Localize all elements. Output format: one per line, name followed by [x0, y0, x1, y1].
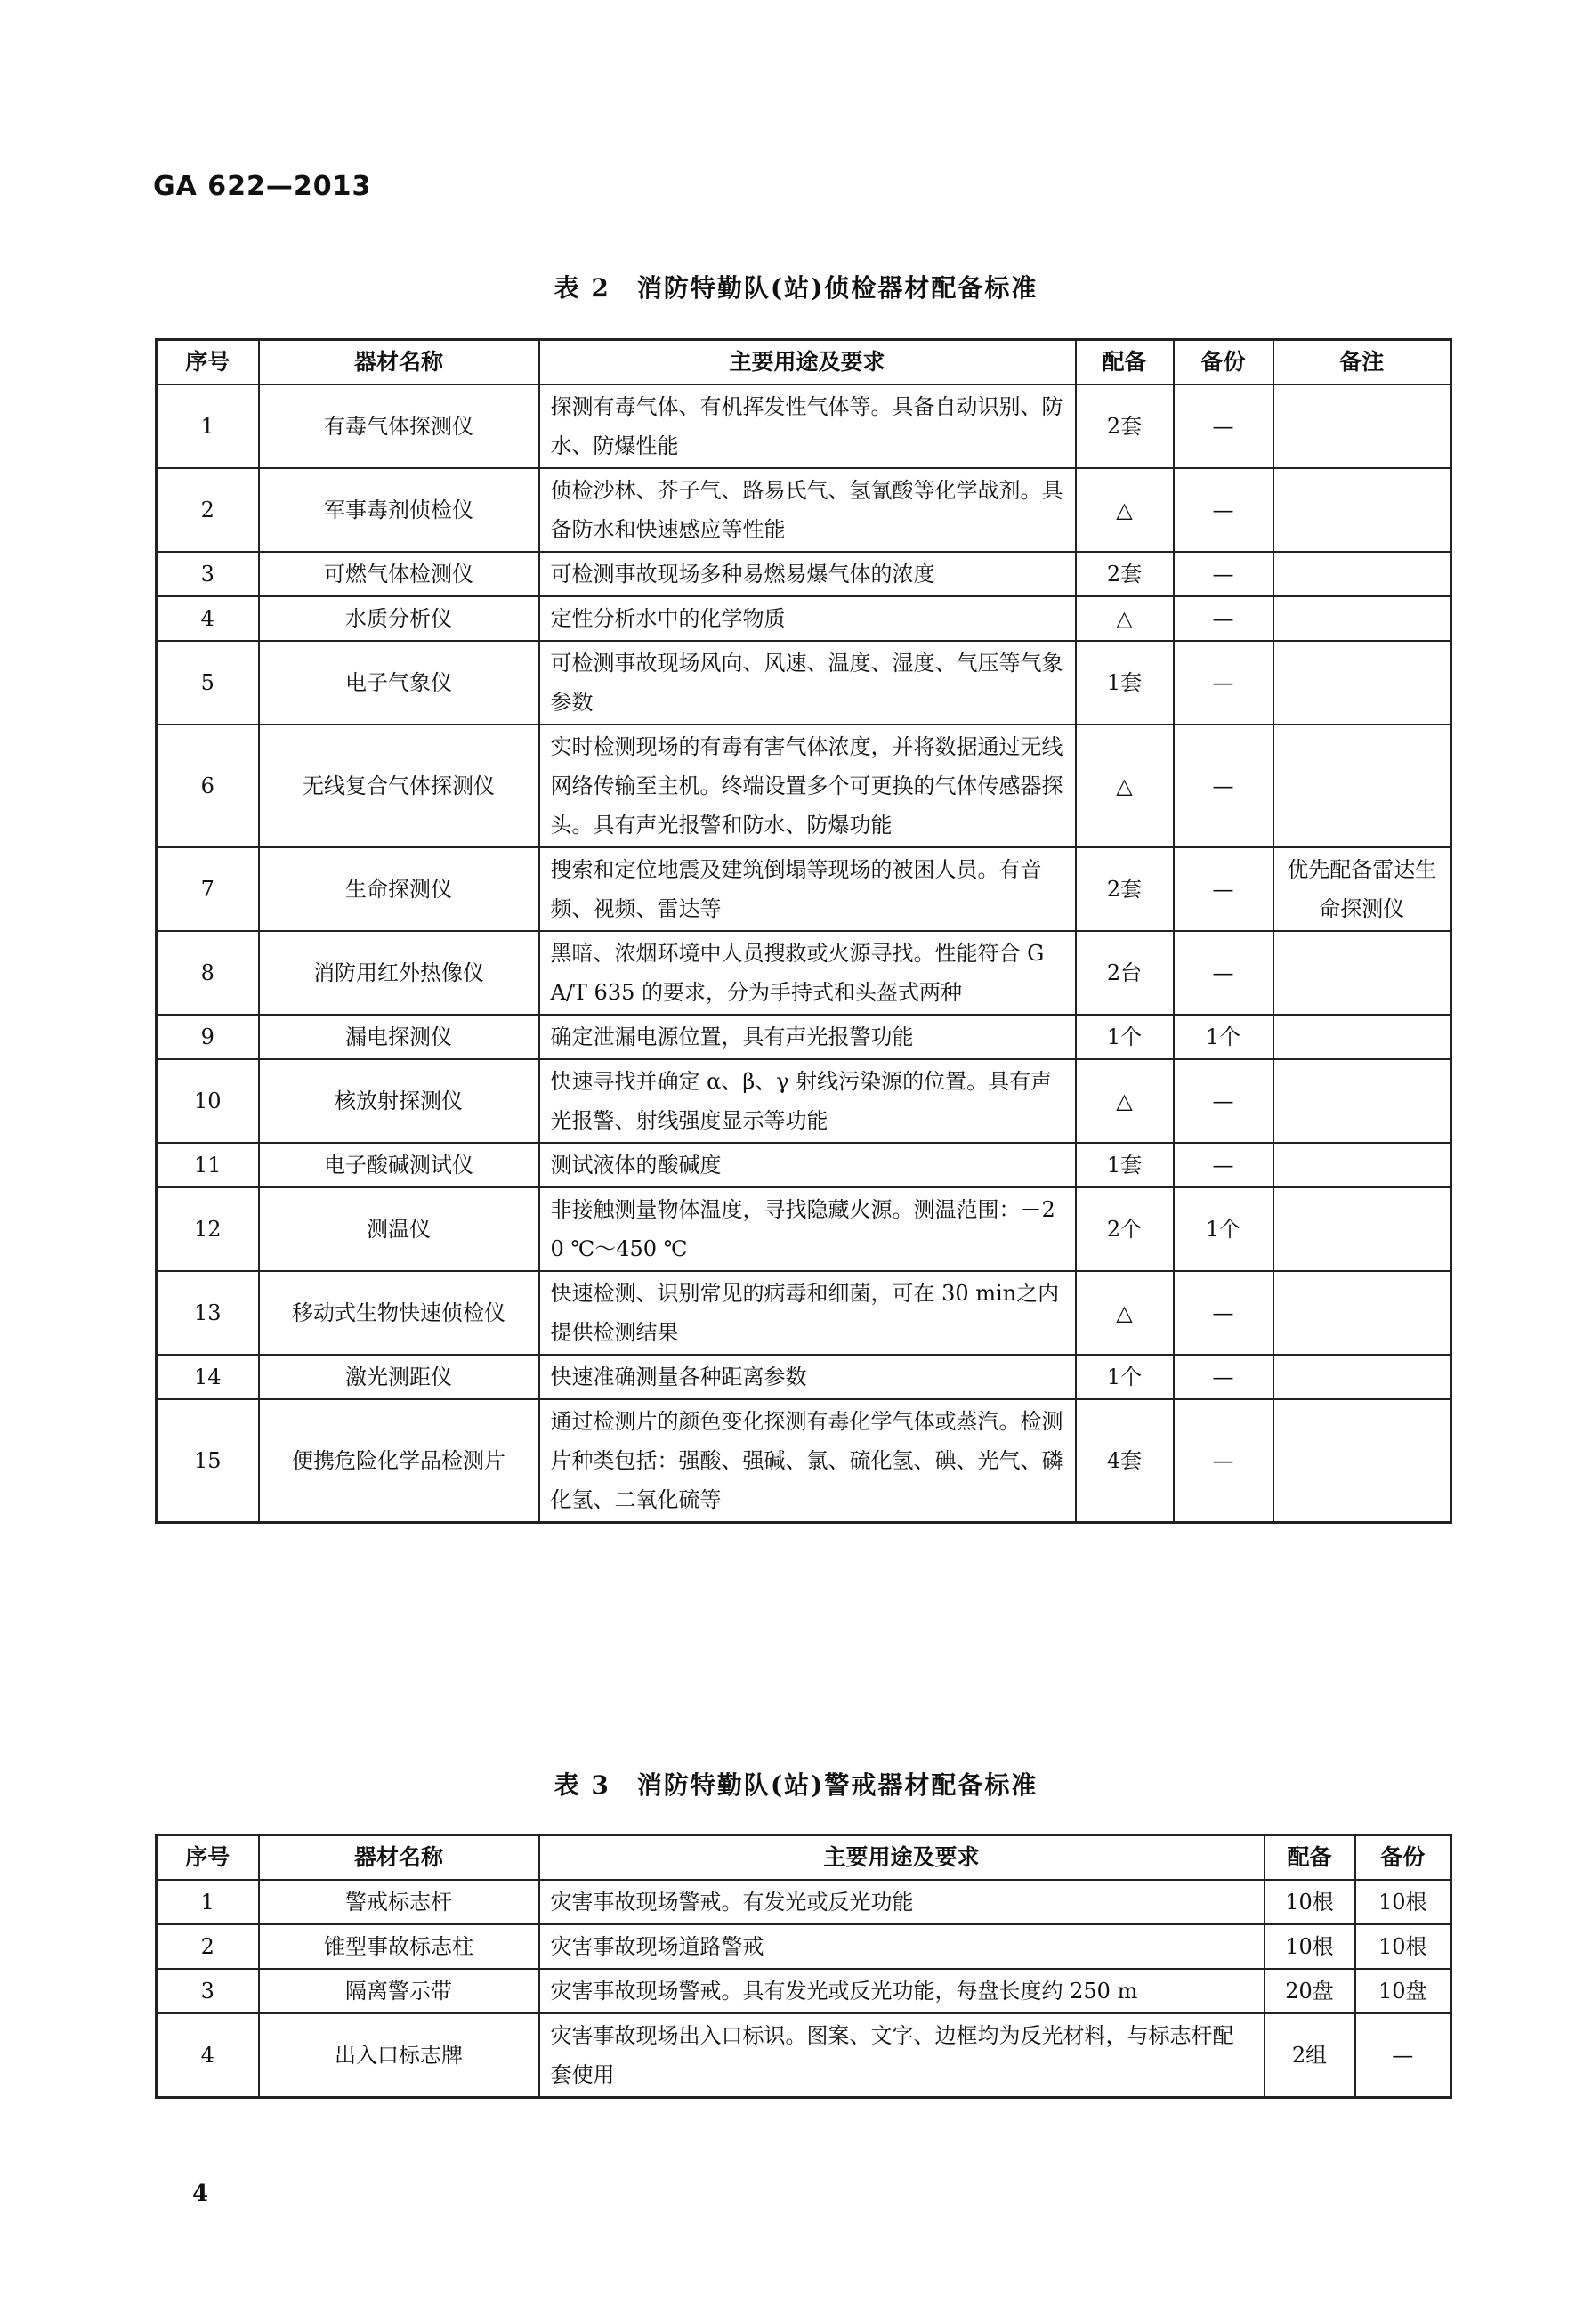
cell-note [1273, 596, 1451, 641]
cell-backup: — [1174, 641, 1273, 725]
cell-note: 优先配备雷达生命探测仪 [1273, 847, 1451, 931]
col-header-backup: 备份 [1355, 1835, 1451, 1881]
cell-use: 灾害事故现场出入口标识。图案、文字、边框均为反光材料，与标志杆配套使用 [539, 2013, 1265, 2098]
cell-equip: 4套 [1076, 1399, 1174, 1523]
cell-no: 4 [157, 2013, 259, 2098]
cell-no: 1 [157, 1880, 259, 1924]
cell-note [1273, 931, 1451, 1015]
cell-note [1273, 385, 1451, 468]
table-row [157, 1059, 1451, 1143]
cell-use: 测试液体的酸碱度 [539, 1143, 1076, 1187]
cell-use: 非接触测量物体温度，寻找隐藏火源。测温范围：－20 ℃～450 ℃ [539, 1187, 1076, 1271]
cell-no: 5 [157, 641, 259, 725]
cell-note [1273, 1143, 1451, 1187]
table-row [157, 1399, 1451, 1523]
cell-use: 探测有毒气体、有机挥发性气体等。具备自动识别、防水、防爆性能 [539, 385, 1076, 468]
table-row [157, 552, 1451, 596]
table2-reconnaissance-equipment [155, 338, 1452, 1524]
cell-backup: — [1174, 552, 1273, 596]
cell-no: 2 [157, 468, 259, 552]
cell-backup: — [1174, 847, 1273, 931]
table-row [157, 596, 1451, 641]
cell-note [1273, 468, 1451, 552]
cell-name: 电子气象仪 [259, 641, 539, 725]
cell-no: 1 [157, 385, 259, 468]
cell-name: 便携危险化学品检测片 [259, 1399, 539, 1523]
cell-use: 定性分析水中的化学物质 [539, 596, 1076, 641]
cell-name: 有毒气体探测仪 [259, 385, 539, 468]
cell-note [1273, 1271, 1451, 1355]
cell-equip: 10根 [1265, 1924, 1355, 1969]
col-header-equip: 配备 [1076, 340, 1174, 385]
cell-equip: 2套 [1076, 552, 1174, 596]
cell-equip: 10根 [1265, 1880, 1355, 1924]
table-row [157, 725, 1451, 847]
table-header-row [157, 1835, 1451, 1881]
col-header-note: 备注 [1273, 340, 1451, 385]
cell-use: 可检测事故现场风向、风速、温度、湿度、气压等气象参数 [539, 641, 1076, 725]
cell-no: 3 [157, 1969, 259, 2013]
cell-name: 核放射探测仪 [259, 1059, 539, 1143]
cell-name: 水质分析仪 [259, 596, 539, 641]
cell-equip: △ [1076, 468, 1174, 552]
cell-name: 移动式生物快速侦检仪 [259, 1271, 539, 1355]
table-row [157, 641, 1451, 725]
cell-use: 确定泄漏电源位置，具有声光报警功能 [539, 1015, 1076, 1059]
table3-cordon-equipment [155, 1834, 1452, 2099]
cell-equip: 1个 [1076, 1015, 1174, 1059]
table-row [157, 1143, 1451, 1187]
table-row [157, 2013, 1451, 2098]
cell-no: 12 [157, 1187, 259, 1271]
cell-name: 隔离警示带 [259, 1969, 539, 2013]
table-row [157, 847, 1451, 931]
col-header-no: 序号 [157, 340, 259, 385]
table2-title: 表 2 消防特勤队(站)侦检器材配备标准 [554, 273, 1038, 303]
cell-equip: 1个 [1076, 1355, 1174, 1399]
col-header-name: 器材名称 [259, 340, 539, 385]
cell-backup: — [1174, 1399, 1273, 1523]
page-number: 4 [192, 2181, 209, 2207]
cell-use: 搜索和定位地震及建筑倒塌等现场的被困人员。有音频、视频、雷达等 [539, 847, 1076, 931]
cell-use: 实时检测现场的有毒有害气体浓度，并将数据通过无线网络传输至主机。终端设置多个可更换的气体传感器探头。具有声光报警和防水、防爆功能 [539, 725, 1076, 847]
cell-no: 13 [157, 1271, 259, 1355]
cell-name: 测温仪 [259, 1187, 539, 1271]
cell-no: 11 [157, 1143, 259, 1187]
table-row [157, 1015, 1451, 1059]
cell-use: 快速检测、识别常见的病毒和细菌，可在 30 min之内提供检测结果 [539, 1271, 1076, 1355]
cell-equip: 2个 [1076, 1187, 1174, 1271]
cell-backup: — [1174, 1271, 1273, 1355]
table3-title: 表 3 消防特勤队(站)警戒器材配备标准 [554, 1770, 1038, 1800]
cell-equip: △ [1076, 596, 1174, 641]
cell-name: 电子酸碱测试仪 [259, 1143, 539, 1187]
table-row [157, 385, 1451, 468]
cell-backup: — [1174, 725, 1273, 847]
cell-backup: 10根 [1355, 1880, 1451, 1924]
cell-backup: — [1174, 1143, 1273, 1187]
cell-equip: 20盘 [1265, 1969, 1355, 2013]
cell-equip: 2套 [1076, 847, 1174, 931]
cell-backup: — [1174, 1059, 1273, 1143]
cell-no: 6 [157, 725, 259, 847]
table-header-row [157, 340, 1451, 385]
cell-backup: — [1174, 596, 1273, 641]
cell-no: 2 [157, 1924, 259, 1969]
col-header-use: 主要用途及要求 [539, 1835, 1265, 1881]
cell-equip: △ [1076, 725, 1174, 847]
cell-use: 灾害事故现场道路警戒 [539, 1924, 1265, 1969]
cell-note [1273, 725, 1451, 847]
cell-name: 可燃气体检测仪 [259, 552, 539, 596]
col-header-use: 主要用途及要求 [539, 340, 1076, 385]
cell-name: 警戒标志杆 [259, 1880, 539, 1924]
cell-backup: 10根 [1355, 1924, 1451, 1969]
cell-backup: 1个 [1174, 1187, 1273, 1271]
cell-use: 灾害事故现场警戒。有发光或反光功能 [539, 1880, 1265, 1924]
cell-backup: 10盘 [1355, 1969, 1451, 2013]
cell-name: 消防用红外热像仪 [259, 931, 539, 1015]
cell-no: 15 [157, 1399, 259, 1523]
cell-note [1273, 1187, 1451, 1271]
cell-note [1273, 1399, 1451, 1523]
cell-name: 出入口标志牌 [259, 2013, 539, 2098]
cell-note [1273, 1059, 1451, 1143]
cell-name: 漏电探测仪 [259, 1015, 539, 1059]
cell-no: 4 [157, 596, 259, 641]
table-row [157, 931, 1451, 1015]
cell-name: 无线复合气体探测仪 [259, 725, 539, 847]
table-row [157, 1187, 1451, 1271]
col-header-equip: 配备 [1265, 1835, 1355, 1881]
cell-backup: — [1174, 385, 1273, 468]
cell-use: 黑暗、浓烟环境中人员搜救或火源寻找。性能符合 GA/T 635 的要求，分为手持式和头盔式两种 [539, 931, 1076, 1015]
cell-equip: 1套 [1076, 641, 1174, 725]
cell-equip: 1套 [1076, 1143, 1174, 1187]
col-header-no: 序号 [157, 1835, 259, 1881]
cell-use: 可检测事故现场多种易燃易爆气体的浓度 [539, 552, 1076, 596]
table-row [157, 1271, 1451, 1355]
cell-use: 侦检沙林、芥子气、路易氏气、氢氰酸等化学战剂。具备防水和快速感应等性能 [539, 468, 1076, 552]
cell-no: 3 [157, 552, 259, 596]
cell-backup: — [1174, 468, 1273, 552]
cell-name: 激光测距仪 [259, 1355, 539, 1399]
cell-no: 14 [157, 1355, 259, 1399]
cell-equip: △ [1076, 1271, 1174, 1355]
cell-use: 快速寻找并确定 α、β、γ 射线污染源的位置。具有声光报警、射线强度显示等功能 [539, 1059, 1076, 1143]
cell-name: 生命探测仪 [259, 847, 539, 931]
cell-backup: — [1174, 1355, 1273, 1399]
table-row [157, 468, 1451, 552]
cell-name: 军事毒剂侦检仪 [259, 468, 539, 552]
cell-equip: △ [1076, 1059, 1174, 1143]
cell-no: 9 [157, 1015, 259, 1059]
cell-use: 灾害事故现场警戒。具有发光或反光功能，每盘长度约 250 m [539, 1969, 1265, 2013]
cell-use: 通过检测片的颜色变化探测有毒化学气体或蒸汽。检测片种类包括：强酸、强碱、氯、硫化氢、碘、光气、磷化氢、二氧化硫等 [539, 1399, 1076, 1523]
table-row [157, 1355, 1451, 1399]
cell-backup: — [1355, 2013, 1451, 2098]
col-header-backup: 备份 [1174, 340, 1273, 385]
cell-no: 10 [157, 1059, 259, 1143]
cell-name: 锥型事故标志柱 [259, 1924, 539, 1969]
cell-backup: — [1174, 931, 1273, 1015]
col-header-name: 器材名称 [259, 1835, 539, 1881]
table-row [157, 1880, 1451, 1924]
table-row [157, 1924, 1451, 1969]
cell-equip: 2套 [1076, 385, 1174, 468]
cell-equip: 2组 [1265, 2013, 1355, 2098]
cell-no: 8 [157, 931, 259, 1015]
standard-code: GA 622—2013 [153, 171, 372, 202]
cell-backup: 1个 [1174, 1015, 1273, 1059]
cell-note [1273, 552, 1451, 596]
cell-note [1273, 641, 1451, 725]
table-row [157, 1969, 1451, 2013]
cell-no: 7 [157, 847, 259, 931]
cell-note [1273, 1015, 1451, 1059]
cell-use: 快速准确测量各种距离参数 [539, 1355, 1076, 1399]
cell-equip: 2台 [1076, 931, 1174, 1015]
cell-note [1273, 1355, 1451, 1399]
